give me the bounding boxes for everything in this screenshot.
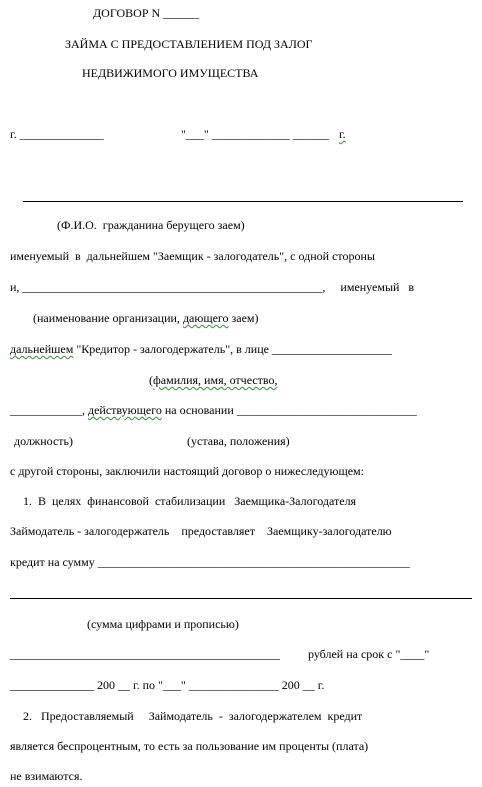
creditor-line — [10, 342, 392, 356]
org-caption — [33, 311, 259, 325]
creditor-name-line: и, __________________________________________________, именуемый в — [10, 280, 415, 294]
sum-caption: (сумма цифрами и прописью) — [87, 617, 239, 631]
paragraph-2-line-2: является беспроцентным, то есть за пользование им проценты (плата) — [10, 739, 369, 753]
creditor-line-rest: "Кредитор - залогодержатель", в лице ____________________ — [73, 342, 392, 356]
paragraph-1-line-3: кредит на сумму ____________________________________________________ — [10, 555, 410, 569]
acting-line-pre: ____________, — [10, 403, 88, 417]
paragraph-1-line-1: 1. В целях финансовой стабилизации Заемщика-Залогодателя — [23, 494, 357, 508]
fio-caption — [149, 373, 277, 387]
period-line: ______________ 200 __ г. по "___" _______________ 200 __ г. — [10, 678, 325, 692]
rubles-blank: _____________________________________________ — [10, 647, 280, 661]
sum-blank-line — [10, 598, 472, 599]
paragraph-2-line-1: 2. Предоставляемый Займодатель - залогодержателем кредит — [23, 709, 363, 723]
acting-line — [10, 403, 417, 417]
borrower-name-line — [23, 201, 463, 202]
creditor-line-underlined: дальнейшем — [10, 342, 74, 356]
contract-title-line2: ЗАЙМА С ПРЕДОСТАВЛЕНИЕМ ПОД ЗАЛОГ — [65, 37, 313, 51]
contract-title-number: ДОГОВОР N ______ — [93, 6, 200, 20]
borrower-caption: (Ф.И.О. гражданина берущего заем) — [57, 218, 245, 232]
org-caption-pre: (наименование организации, — [33, 311, 183, 325]
org-caption-post: заем) — [228, 311, 259, 325]
city-field: г. ______________ — [10, 127, 104, 141]
rubles-term-text: рублей на срок с "____" — [308, 647, 430, 661]
fio-caption-pre: ( — [149, 373, 153, 387]
year-suffix: г. — [339, 127, 346, 141]
other-side-line: с другой стороны, заключили настоящий договор о нижеследующем: — [10, 464, 364, 478]
acting-line-underlined: действующего — [88, 403, 162, 417]
paragraph-1-line-2: Займодатель - залогодержатель предоставляет Заемщику-залогодателю — [10, 524, 392, 538]
fio-caption-underlined: фамилия, имя, отчество, — [153, 373, 278, 387]
position-caption: должность) — [14, 434, 73, 448]
acting-line-post: на основании ______________________________ — [161, 403, 417, 417]
org-caption-underlined: дающего — [182, 311, 229, 325]
paragraph-2-line-3: не взимаются. — [10, 769, 83, 783]
contract-title-line3: НЕДВИЖИМОГО ИМУЩЕСТВА — [82, 66, 259, 80]
date-field: "___" _____________ ______ — [181, 127, 329, 141]
borrower-line: именуемый в дальнейшем "Заемщик - залогодатель", с одной стороны — [10, 249, 375, 263]
basis-caption: (устава, положения) — [187, 434, 290, 448]
